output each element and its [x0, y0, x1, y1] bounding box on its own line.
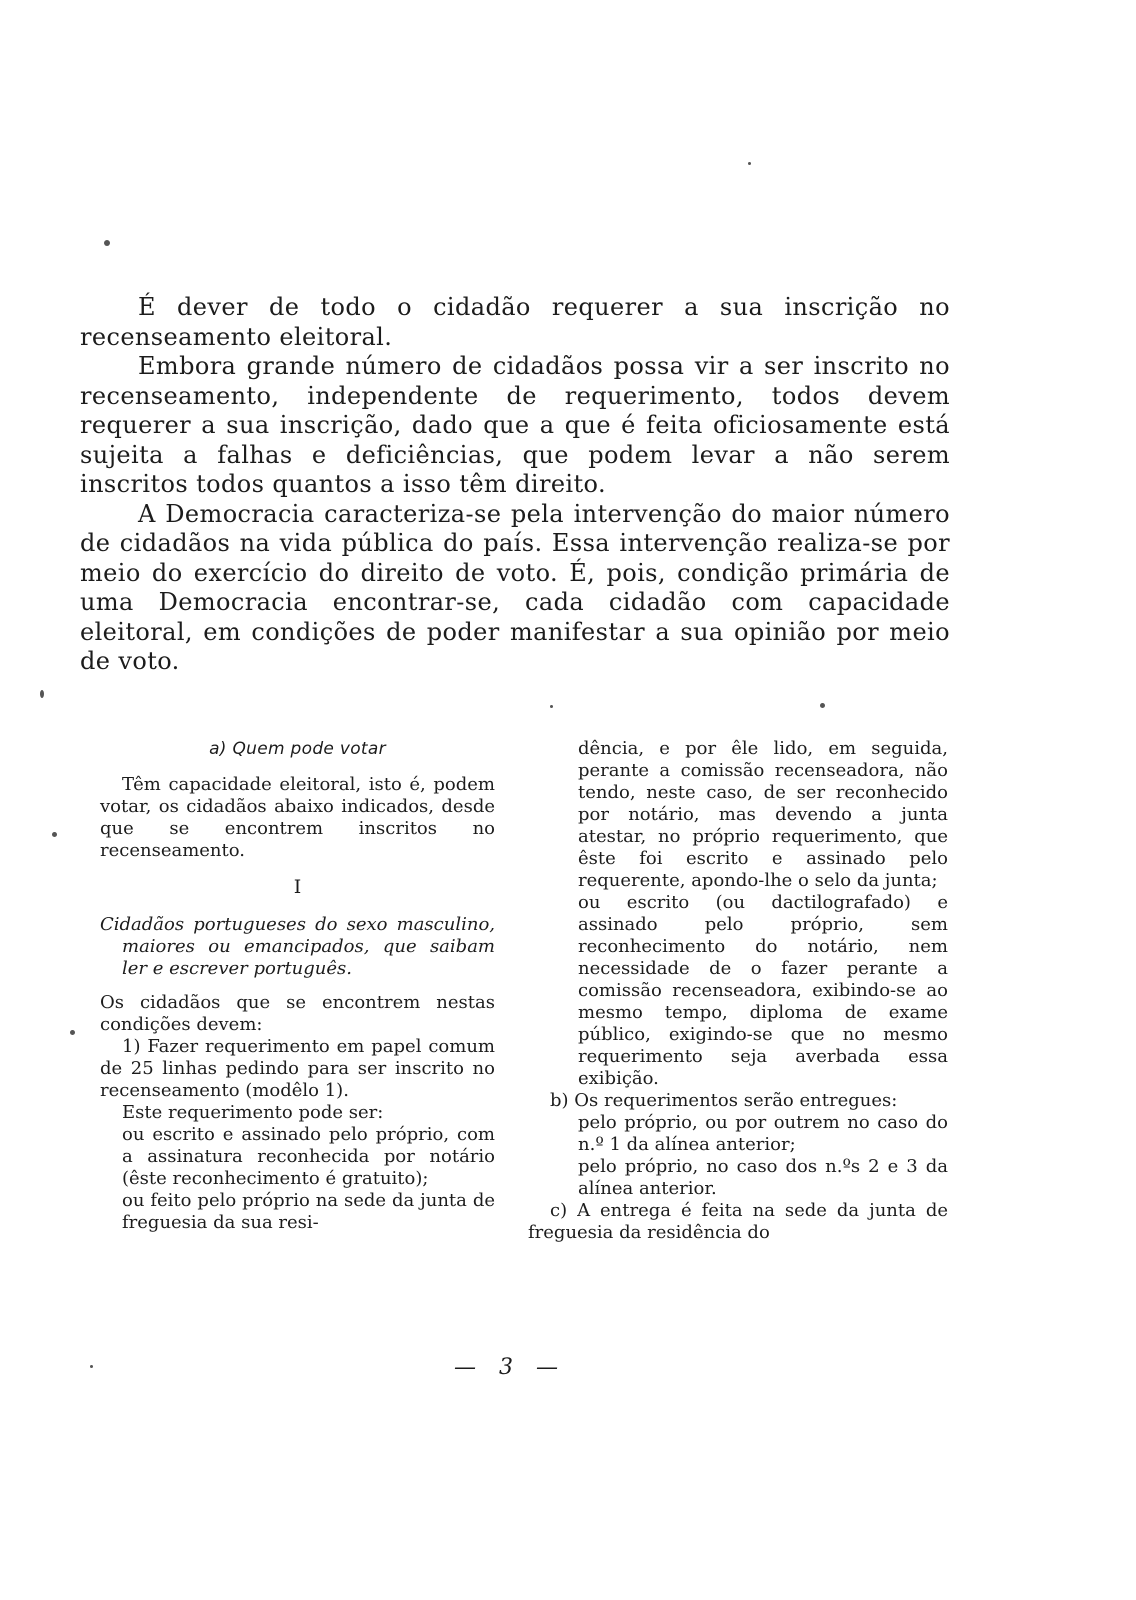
scan-speck [104, 240, 110, 246]
intro-paragraph-2: Embora grande número de cidadãos possa vir a ser inscrito no recenseamento, independente de requerimento, todos devem requerer a sua inscrição, dado que a que é feita oficiosamente está sujeita a falhas e deficiências, que podem levar a não serem inscritos todos quantos a isso têm direito. [80, 352, 950, 498]
intro-paragraph-3: A Democracia caracteriza-se pela intervenção do maior número de cidadãos na vida pública do país. Essa intervenção realiza-se por meio do exercício do direito de voto. É, pois, condição primária de uma Democracia encontrar-se, cada cidadão com capacidade eleitoral, em condições de poder manifestar a sua opinião por meio de voto. [80, 499, 950, 675]
intro-paragraph-1: É dever de todo o cidadão requerer a sua inscrição no recenseamento eleitoral. [80, 293, 950, 351]
right-option-c: ou escrito (ou dactilografado) e assinado pelo próprio, sem reconhecimento do notário, nem necessidade de o fazer perante a comissão recenseadora, exibindo-se ao mesmo tempo, diploma de exame público, exigindo-se que no mesmo requerimento seja averbada essa exibição. [578, 892, 948, 1089]
item-1-option-a: ou escrito e assinado pelo próprio, com a assinatura reconhecida por notário (êste reconhecimento é gratuito); [122, 1124, 495, 1189]
intro-text [80, 293, 950, 677]
item-1-option-b: ou feito pelo próprio na sede da junta de freguesia da sua resi- [122, 1190, 495, 1233]
scan-speck [748, 162, 751, 165]
section-intro: Têm capacidade eleitoral, isto é, podem votar, os cidadãos abaixo indicados, desde que se encontrem inscritos no recenseamento. [100, 774, 495, 861]
item-1: 1) Fazer requerimento em papel comum de 25 linhas pedindo para ser inscrito no recenseamento (modêlo 1). [100, 1036, 495, 1101]
scan-speck [820, 703, 825, 708]
left-column [100, 738, 495, 1234]
roman-numeral: I [293, 876, 302, 898]
scan-speck [40, 690, 44, 698]
item-b: b) Os requerimentos serão entregues: [550, 1090, 898, 1111]
scan-speck [70, 1030, 75, 1035]
item-1-lead: Este requerimento pode ser: [122, 1102, 384, 1123]
scan-speck [52, 832, 57, 837]
section-heading: a) Quem pode votar [209, 739, 386, 759]
condition-title: Cidadãos portugueses do sexo masculino, maiores ou emancipados, que saibam ler e escrever português. [100, 914, 495, 979]
conditions-lead: Os cidadãos que se encontrem nestas condições devem: [100, 992, 495, 1035]
page-number: — 3 — [454, 1355, 566, 1380]
right-column [528, 738, 948, 1244]
item-c: c) A entrega é feita na sede da junta de freguesia da residência do [528, 1200, 948, 1243]
item-b-option-1: pelo próprio, ou por outrem no caso do n.º 1 da alínea anterior; [578, 1112, 948, 1155]
scan-speck [550, 705, 553, 708]
item-b-option-2: pelo próprio, no caso dos n.ºs 2 e 3 da alínea anterior. [578, 1156, 948, 1199]
right-continuation: dência, e por êle lido, em seguida, perante a comissão recenseadora, não tendo, neste caso, de ser reconhecido por notário, mas devendo a junta atestar, no próprio requerimento, que êste foi escrito e assinado pelo requerente, apondo-lhe o selo da junta; [578, 738, 948, 891]
